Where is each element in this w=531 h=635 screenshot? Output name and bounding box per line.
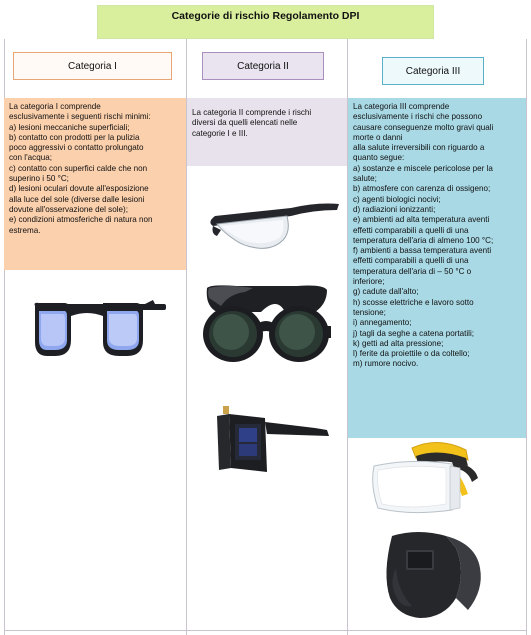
desc-line: k) getti ad alta pressione; [353, 338, 444, 348]
desc-line: esclusivamente i seguenti rischi minimi: [9, 112, 151, 122]
desc-line: e) ambienti ad alta temperatura aventi [353, 215, 490, 225]
desc-line: effetti comparabili a quelli di una [353, 256, 469, 266]
desc-line: estrema. [9, 225, 41, 235]
desc-line: temperatura dell'aria di – 50 °C o [353, 266, 472, 276]
desc-line: causare conseguenze molto gravi quali [353, 122, 494, 132]
welding-glasses-icon [187, 396, 347, 506]
desc-line: morte o danni [353, 132, 403, 142]
desc-line: c) agenti biologici nocivi; [353, 194, 441, 204]
category-1-label: Categoria I [13, 52, 172, 80]
face-shield-icon [348, 438, 526, 528]
desc-line: tensione; [353, 307, 386, 317]
diagram-title: Categorie di rischio Regolamento DPI [97, 5, 434, 39]
desc-line: superino i 50 °C; [9, 174, 69, 184]
desc-line: a) lesioni meccaniche superficiali; [9, 122, 130, 132]
safety-glasses-icon [187, 166, 347, 276]
category-3-description [348, 98, 526, 438]
category-2-description [187, 98, 347, 166]
desc-line: m) rumore nocivo. [353, 359, 419, 369]
desc-line: La categoria III comprende [353, 102, 450, 111]
desc-line: La categoria II comprende i rischi [192, 108, 312, 117]
category-2-label: Categoria II [202, 52, 324, 80]
category-1-description [4, 98, 186, 270]
desc-line: h) scosse elettriche e lavoro sotto [353, 297, 474, 307]
desc-line: temperatura dell'aria di almeno 100 °C; [353, 235, 494, 245]
desc-line: c) contatto con superfici calde che non [9, 163, 148, 173]
desc-line: j) tagli da seghe a catena portatili; [353, 328, 475, 338]
desc-line: g) cadute dall'alto; [353, 287, 419, 297]
welding-mask-icon [348, 528, 526, 628]
welding-goggles-icon [187, 276, 347, 386]
desc-line: poco aggressivi o contatto prolungato [9, 143, 144, 153]
desc-line: d) lesioni oculari dovute all'esposizione [9, 184, 149, 194]
desc-line: categorie I e III. [192, 128, 248, 138]
category-2-image-panel [186, 166, 348, 631]
desc-line: La categoria I comprende [9, 102, 101, 111]
desc-line: b) atmosfere con carenza di ossigeno; [353, 184, 491, 194]
desc-line: quanto segue: [353, 153, 405, 163]
category-3-label: Categoria III [382, 57, 484, 85]
desc-line: f) ambienti a bassa temperatura aventi [353, 246, 492, 256]
desc-line: l) ferite da proiettile o da coltello; [353, 349, 470, 359]
desc-line: a) sostanze e miscele pericolose per la [353, 163, 493, 173]
desc-line: i) annegamento; [353, 318, 412, 328]
desc-line: effetti comparabili a quelli di una [353, 225, 469, 235]
desc-line: d) radiazioni ionizzanti; [353, 204, 436, 214]
desc-line: salute; [353, 174, 377, 184]
category-3-image-panel [347, 438, 527, 631]
desc-line: con l'acqua; [9, 153, 52, 163]
desc-line: b) contatto con prodotti per la pulizia [9, 132, 140, 142]
desc-line: inferiore; [353, 277, 385, 287]
desc-line: alla luce del sole (diverse dalle lesioni [9, 194, 145, 204]
sunglasses-icon [5, 270, 186, 400]
desc-line: diversi da quelli elencati nelle [192, 118, 298, 128]
desc-line: alla salute irreversibili con riguardo a [353, 143, 485, 153]
desc-line: esclusivamente i rischi che possono [353, 112, 483, 122]
category-1-image-panel [4, 270, 187, 631]
desc-line: dovute all'osservazione del sole); [9, 204, 128, 214]
desc-line: e) condizioni atmosferiche di natura non [9, 215, 153, 225]
